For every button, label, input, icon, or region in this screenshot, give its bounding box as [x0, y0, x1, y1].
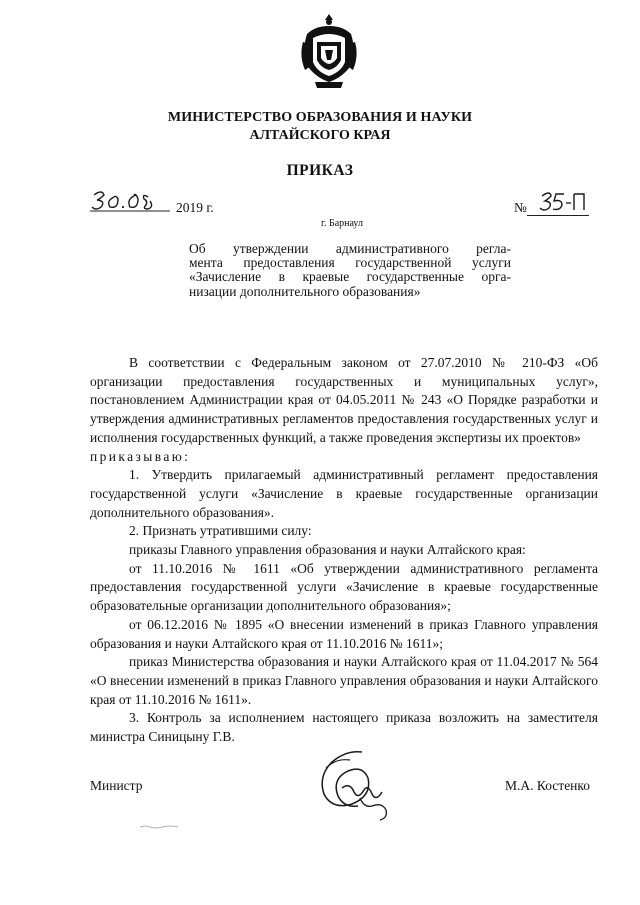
order-subject	[189, 242, 511, 299]
handwritten-order-number	[538, 188, 590, 214]
date-year: 2019 г.	[176, 200, 214, 215]
item-2-subitem: от 06.12.2016 № 1895 «О внесении изменений в приказ Главного управления образования и науки Алтайского края от 11.10.2016 № 1611»;	[90, 616, 598, 651]
item-1-paragraph: 1. Утвердить прилагаемый административный регламент предоставления государственной услуги «Зачисление в краевые государственные организации дополнительного образования».	[90, 467, 598, 520]
subject-line: мента предоставления государственной услуги	[189, 255, 511, 271]
preamble-paragraph: В соответствии с Федеральным законом от 27.07.2010 № 210-ФЗ «Об организации предоставления государственных и муниципальных услуг», постановлением Администрации края от 04.05.2011 № 243 «О Порядке разработки и утверждения административных регламентов предоставления государственных услуг и исполнения государственных функций, а также проведения экспертизы их проектов»	[90, 355, 598, 445]
signer-position: Министр	[90, 778, 143, 793]
faint-mark	[140, 822, 180, 832]
handwritten-date	[88, 187, 170, 213]
item-3-paragraph: 3. Контроль за исполнением настоящего приказа возложить на заместителя министра Синицыну Г.В.	[90, 710, 598, 745]
item-2-intro: приказы Главного управления образования и науки Алтайского края:	[129, 542, 526, 558]
item-2-subitem: приказ Министерства образования и науки Алтайского края от 11.04.2017 № 564 «О внесении изменений в приказ Главного управления образования и науки Алтайского края от 11.10.2016 № 1611».	[90, 654, 598, 707]
subject-line: низации дополнительного образования»	[189, 283, 421, 299]
document-type-heading: ПРИКАЗ	[286, 162, 354, 179]
ministry-name-line-1: МИНИСТЕРСТВО ОБРАЗОВАНИЯ И НАУКИ	[167, 110, 473, 125]
handwritten-signature	[302, 748, 394, 822]
order-number-label: №	[514, 200, 527, 215]
coat-of-arms-emblem	[297, 12, 361, 90]
signer-name: М.А. Костенко	[505, 778, 591, 793]
ministry-name-line-2: АЛТАЙСКОГО КРАЯ	[249, 128, 391, 143]
order-body	[90, 354, 598, 747]
city-name: г. Барнаул	[321, 218, 363, 229]
subject-line: Об утверждении административного регла-	[189, 241, 511, 256]
item-2-paragraph: 2. Признать утратившими силу:	[129, 523, 312, 539]
order-word: приказываю:	[90, 448, 191, 464]
item-2-subitem: от 11.10.2016 № 1611 «Об утверждении административного регламента предоставления государственной услуги «Зачисление в краевые государственные образовательные организации дополнительного образования»;	[90, 560, 598, 614]
subject-line: «Зачисление в краевые государственные орга-	[189, 269, 511, 285]
order-number-underline	[527, 215, 589, 216]
